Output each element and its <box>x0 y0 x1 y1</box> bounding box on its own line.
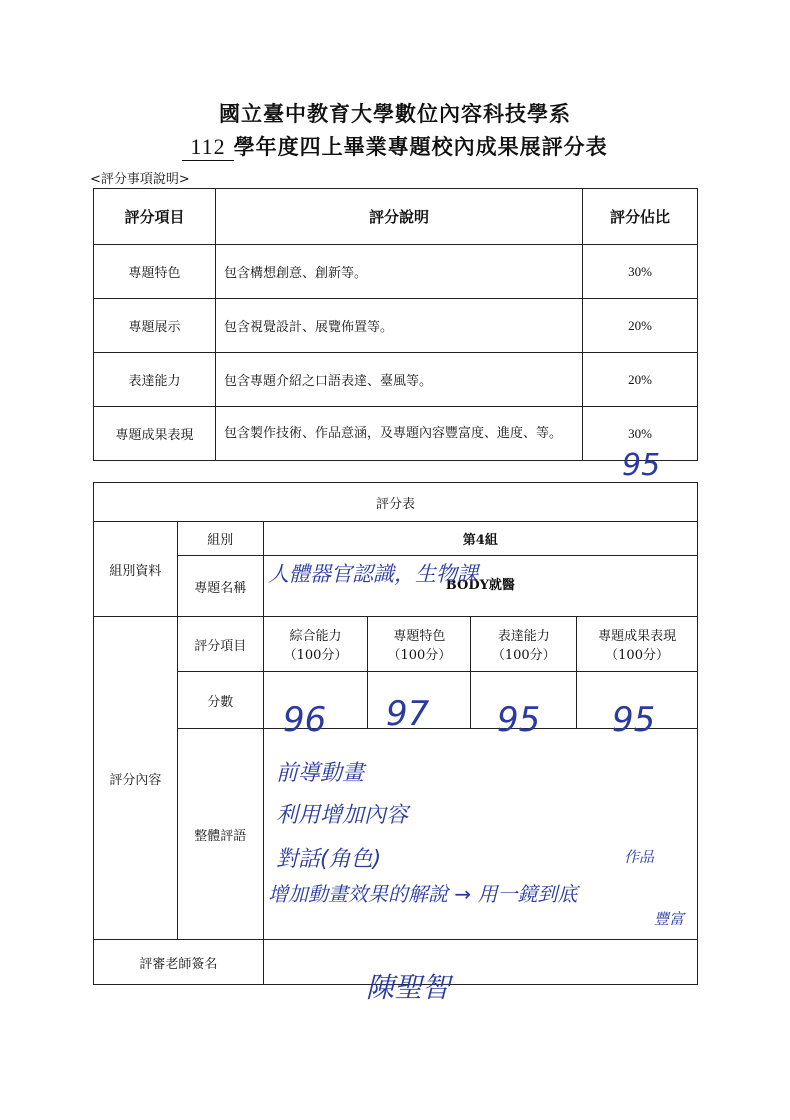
criteria-ratio: 30% <box>583 407 698 461</box>
project-name-value: BODY就醫 <box>263 556 697 617</box>
school-title: 國立臺中教育大學數位內容科技學系 <box>219 101 571 126</box>
handwritten-side-note: 豐富 <box>654 910 685 928</box>
project-name-label: 專題名稱 <box>177 556 263 617</box>
criteria-desc: 包含視覺設計、展覽佈置等。 <box>216 299 583 353</box>
form-title-text: 學年度四上畢業專題校內成果展評分表 <box>233 134 608 159</box>
criteria-item: 專題展示 <box>94 299 216 353</box>
academic-year: 112 <box>182 134 233 161</box>
handwritten-score: 95 <box>497 700 541 740</box>
group-value: 第4組 <box>263 522 697 556</box>
group-info-label: 組別資料 <box>94 522 178 617</box>
category-max: （100分） <box>491 648 556 663</box>
category-max: （100分） <box>605 648 669 663</box>
criteria-header-ratio: 評分佔比 <box>583 189 698 245</box>
category-name: 綜合能力 <box>289 629 342 644</box>
criteria-ratio: 20% <box>583 353 698 407</box>
criteria-header-desc: 評分說明 <box>216 189 583 245</box>
category-cell <box>471 617 577 672</box>
category-name: 專題特色 <box>393 629 446 644</box>
signature-cell <box>263 940 697 985</box>
items-label: 評分項目 <box>177 617 263 672</box>
handwritten-project-note: 人體器官認識，生物課 <box>268 562 478 586</box>
criteria-desc: 包含構想創意、創新等。 <box>216 245 583 299</box>
handwritten-signature: 陳聖智 <box>366 971 451 1004</box>
criteria-item: 專題特色 <box>94 245 216 299</box>
handwritten-comment-line: 對話(角色) <box>276 847 382 872</box>
category-name: 表達能力 <box>497 629 550 644</box>
criteria-item: 表達能力 <box>94 353 216 407</box>
category-cell <box>577 617 698 672</box>
handwritten-side-note: 作品 <box>624 848 655 866</box>
handwritten-margin-score: 95 <box>622 448 661 483</box>
category-cell <box>368 617 471 672</box>
category-max: （100分） <box>283 648 348 663</box>
criteria-row <box>94 353 698 407</box>
handwritten-comment-line: 利用增加內容 <box>276 803 409 828</box>
criteria-ratio: 20% <box>583 299 698 353</box>
category-name: 專題成果表現 <box>598 629 677 644</box>
signature-label: 評審老師簽名 <box>94 940 264 985</box>
score-label: 分數 <box>177 672 263 729</box>
overall-label: 整體評語 <box>177 729 263 940</box>
handwritten-comment-line: 增加動畫效果的解說 → 用一鏡到底 <box>268 882 578 906</box>
criteria-row <box>94 299 698 353</box>
criteria-item: 專題成果表現 <box>94 407 216 461</box>
criteria-section-label: <評分事項說明> <box>90 172 190 187</box>
category-cell <box>263 617 368 672</box>
handwritten-score: 96 <box>283 700 327 740</box>
handwritten-score: 97 <box>386 694 430 734</box>
category-max: （100分） <box>387 648 452 663</box>
criteria-desc: 包含製作技術、作品意涵，及專題內容豐富度、進度、等。 <box>216 407 583 461</box>
eval-label: 評分內容 <box>94 617 178 940</box>
scoresheet-title: 評分表 <box>94 483 698 522</box>
criteria-desc: 包含專題介紹之口語表達、臺風等。 <box>216 353 583 407</box>
criteria-row <box>94 407 698 461</box>
criteria-table <box>93 188 698 461</box>
criteria-header-item: 評分項目 <box>94 189 216 245</box>
criteria-row <box>94 245 698 299</box>
group-label: 組別 <box>177 522 263 556</box>
handwritten-score: 95 <box>612 700 656 740</box>
handwritten-comment-line: 前導動畫 <box>276 761 365 786</box>
form-title <box>0 131 790 161</box>
criteria-ratio: 30% <box>583 245 698 299</box>
